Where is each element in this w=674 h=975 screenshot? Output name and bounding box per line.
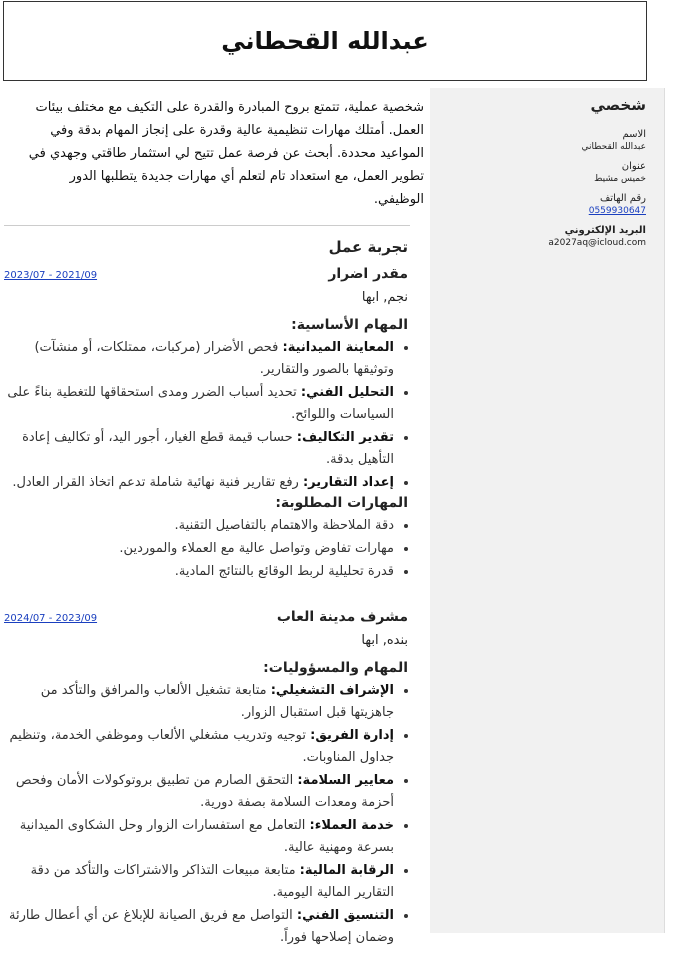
header-name-box bbox=[3, 1, 647, 81]
task-list bbox=[4, 337, 424, 494]
task-key: معايير السلامة: bbox=[297, 773, 394, 788]
task-text: حساب قيمة قطع الغيار، أجور اليد، أو تكاليف إعادة التأهيل بدقة. bbox=[22, 430, 394, 467]
list-item bbox=[4, 815, 394, 859]
list-item: • مهارات تفاوض وتواصل عالية مع العملاء والموردين. bbox=[4, 538, 394, 560]
phone-label: رقم الهاتف bbox=[599, 193, 646, 204]
section-divider bbox=[4, 225, 410, 226]
job-location: بنده, ابها bbox=[361, 633, 408, 648]
name-value: عبدالله القحطاني bbox=[581, 142, 646, 152]
skills-heading: المهارات المطلوبة: bbox=[275, 495, 408, 511]
list-item bbox=[4, 427, 394, 471]
experience-title: تجربة عمل bbox=[328, 238, 408, 256]
tasks-heading: المهام والمسؤوليات: bbox=[263, 660, 408, 676]
email-value: a2027aq@icloud.com bbox=[548, 238, 646, 248]
list-item bbox=[4, 905, 394, 949]
task-key: المعاينة الميدانية: bbox=[282, 340, 394, 355]
list-item bbox=[4, 680, 394, 724]
task-key: تقدير التكاليف: bbox=[296, 430, 394, 445]
task-key: خدمة العملاء: bbox=[309, 818, 394, 833]
skill-list bbox=[4, 515, 424, 583]
task-text: متابعة تشغيل الألعاب والمرافق والتأكد من جاهزيتها قبل استقبال الزوار. bbox=[40, 683, 394, 720]
job-entry bbox=[4, 266, 424, 583]
task-text: فحص الأضرار (مركبات، ممتلكات، أو منشآت) وتوثيقها بالصور والتقارير. bbox=[34, 340, 394, 377]
job-location: نجم, ابها bbox=[361, 290, 408, 305]
task-key: الإشراف التشغيلي: bbox=[270, 683, 394, 698]
job-entry bbox=[4, 609, 424, 949]
task-text: متابعة مبيعات التذاكر والاشتراكات والتأكد من دقة التقارير المالية اليومية. bbox=[30, 863, 394, 900]
task-text: التعامل مع استفسارات الزوار وحل الشكاوى الميدانية بسرعة ومهنية عالية. bbox=[19, 818, 394, 855]
task-text: التواصل مع فريق الصيانة للإبلاغ عن أي أعطال طارئة وضمان إصلاحها فوراً. bbox=[9, 908, 394, 945]
task-key: إعداد التقارير: bbox=[302, 475, 394, 490]
list-item bbox=[4, 860, 394, 904]
page-edge bbox=[664, 88, 674, 933]
list-item bbox=[4, 382, 394, 426]
job-title: مقدر اضرار bbox=[328, 266, 408, 282]
job-date: 2024/07 - 2023/09 bbox=[4, 613, 98, 624]
name-label: الاسم bbox=[622, 129, 646, 140]
candidate-name: عبدالله القحطاني bbox=[221, 27, 429, 55]
task-text: رفع تقارير فنية نهائية شاملة تدعم اتخاذ القرار العادل. bbox=[12, 475, 303, 490]
task-text: توجيه وتدريب مشغلي الألعاب وموظفي الخدمة، وتنظيم جداول المناوبات. bbox=[9, 728, 394, 765]
address-value: خميس مشيط bbox=[594, 174, 646, 184]
main-content bbox=[4, 96, 424, 975]
phone-link[interactable]: 0559930647 bbox=[588, 206, 646, 216]
task-key: إدارة الفريق: bbox=[310, 728, 394, 743]
list-item: • قدرة تحليلية لربط الوقائع بالنتائج المادية. bbox=[4, 561, 394, 583]
email-label: البريد الإلكتروني bbox=[564, 225, 646, 236]
task-text: التحقق الصارم من تطبيق بروتوكولات الأمان وفحص أحزمة ومعدات السلامة بصفة دورية. bbox=[15, 773, 394, 810]
list-item bbox=[4, 472, 394, 494]
task-key: الرقابة المالية: bbox=[299, 863, 394, 878]
list-item: • دقة الملاحظة والاهتمام بالتفاصيل التقنية. bbox=[4, 515, 394, 537]
personal-sidebar bbox=[430, 88, 664, 933]
task-list bbox=[4, 680, 424, 949]
list-item bbox=[4, 770, 394, 814]
profile-summary: شخصية عملية، تتمتع بروح المبادرة والقدرة على التكيف مع مختلف بيئات العمل. أمتلك مهارات تنظيمية عالية وقدرة على إنجاز المهام بدقة وفي المواعيد محددة. أبحث عن فرصة عمل تتيح لي استثمار طاقتي وجهدي في تطوير العمل، مع استعداد تام لتعلم أي مهارات جديدة يتطلبها الدور الوظيفي. bbox=[28, 100, 424, 207]
job-title: مشرف مدينة العاب bbox=[276, 609, 408, 625]
tasks-heading: المهام الأساسية: bbox=[291, 317, 408, 333]
job-date: 2023/07 - 2021/09 bbox=[4, 270, 98, 281]
address-label: عنوان bbox=[621, 161, 646, 172]
list-item bbox=[4, 337, 394, 381]
sidebar-title: شخصي bbox=[590, 96, 646, 114]
task-key: التنسيق الفني: bbox=[296, 908, 394, 923]
list-item bbox=[4, 725, 394, 769]
task-key: التحليل الفني: bbox=[300, 385, 394, 400]
task-text: تحديد أسباب الضرر ومدى استحقاقها للتغطية بناءً على السياسات واللوائح. bbox=[7, 385, 394, 422]
